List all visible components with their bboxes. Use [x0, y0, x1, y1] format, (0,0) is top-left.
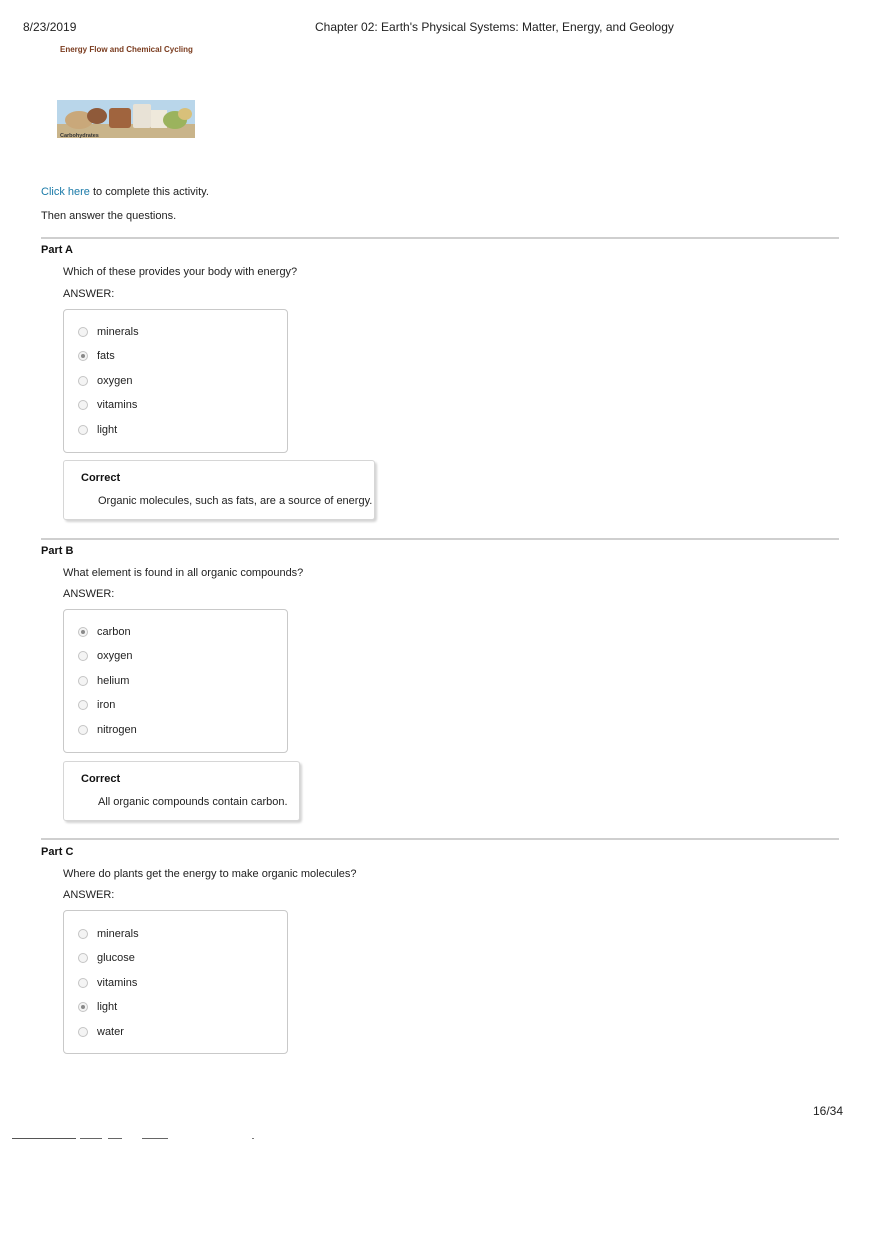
part-b-answer-label: ANSWER:: [63, 588, 115, 600]
radio-button[interactable]: [78, 953, 88, 963]
radio-button[interactable]: [78, 676, 88, 686]
radio-button[interactable]: [78, 978, 88, 988]
section-divider: [41, 838, 839, 840]
part-c-question: Where do plants get the energy to make organic molecules?: [63, 868, 357, 880]
activity-figure[interactable]: [41, 42, 211, 172]
option-vitamins[interactable]: vitamins: [78, 398, 137, 412]
option-helium[interactable]: helium: [78, 674, 129, 688]
page-title: Chapter 02: Earth's Physical Systems: Matter, Energy, and Geology: [315, 20, 674, 34]
option-oxygen[interactable]: oxygen: [78, 649, 132, 663]
option-glucose[interactable]: glucose: [78, 951, 135, 965]
feedback-title: Correct: [81, 773, 121, 785]
radio-button-selected[interactable]: [78, 351, 88, 361]
radio-button[interactable]: [78, 400, 88, 410]
part-a-title: Part A: [41, 244, 73, 256]
part-b-title: Part B: [41, 545, 74, 557]
figure-label: Carbohydrates: [60, 133, 99, 139]
part-a-question: Which of these provides your body with energy?: [63, 266, 298, 278]
feedback-text: All organic compounds contain carbon.: [98, 796, 288, 808]
radio-button[interactable]: [78, 725, 88, 735]
option-nitrogen[interactable]: nitrogen: [78, 723, 137, 737]
radio-button[interactable]: [78, 651, 88, 661]
part-a-answer-label: ANSWER:: [63, 288, 115, 300]
part-c-answer-label: ANSWER:: [63, 889, 115, 901]
section-divider: [41, 538, 839, 540]
part-c-title: Part C: [41, 846, 74, 858]
part-b-question: What element is found in all organic compounds?: [63, 567, 304, 579]
part-a-options: [63, 309, 288, 453]
instructions-text: Then answer the questions.: [41, 210, 177, 222]
radio-button-selected[interactable]: [78, 1002, 88, 1012]
part-b-options: [63, 609, 288, 753]
page-header: [0, 20, 880, 36]
radio-button-selected[interactable]: [78, 627, 88, 637]
option-carbon[interactable]: carbon: [78, 625, 131, 639]
option-fats[interactable]: fats: [78, 349, 115, 363]
option-minerals[interactable]: minerals: [78, 325, 139, 339]
radio-button[interactable]: [78, 1027, 88, 1037]
feedback-text: Organic molecules, such as fats, are a source of energy.: [98, 495, 373, 507]
feedback-title: Correct: [81, 472, 121, 484]
figure-title: Energy Flow and Chemical Cycling: [60, 45, 193, 54]
part-c-options: [63, 910, 288, 1054]
part-b-feedback: [63, 761, 300, 821]
footer-divider: [12, 1137, 262, 1141]
radio-button[interactable]: [78, 327, 88, 337]
option-vitamins[interactable]: vitamins: [78, 976, 137, 990]
option-oxygen[interactable]: oxygen: [78, 374, 132, 388]
print-date: 8/23/2019: [23, 20, 77, 34]
activity-link-line: [41, 186, 209, 198]
part-a-feedback: [63, 460, 375, 520]
radio-button[interactable]: [78, 376, 88, 386]
radio-button[interactable]: [78, 425, 88, 435]
option-iron[interactable]: iron: [78, 698, 115, 712]
radio-button[interactable]: [78, 700, 88, 710]
section-divider: [41, 237, 839, 239]
link-suffix: to complete this activity.: [89, 186, 209, 198]
radio-button[interactable]: [78, 929, 88, 939]
option-water[interactable]: water: [78, 1025, 124, 1039]
click-here-link[interactable]: Click here: [41, 186, 90, 198]
page-number: 16/34: [813, 1104, 844, 1118]
option-light[interactable]: light: [78, 423, 117, 437]
option-light[interactable]: light: [78, 1000, 117, 1014]
option-minerals[interactable]: minerals: [78, 927, 139, 941]
